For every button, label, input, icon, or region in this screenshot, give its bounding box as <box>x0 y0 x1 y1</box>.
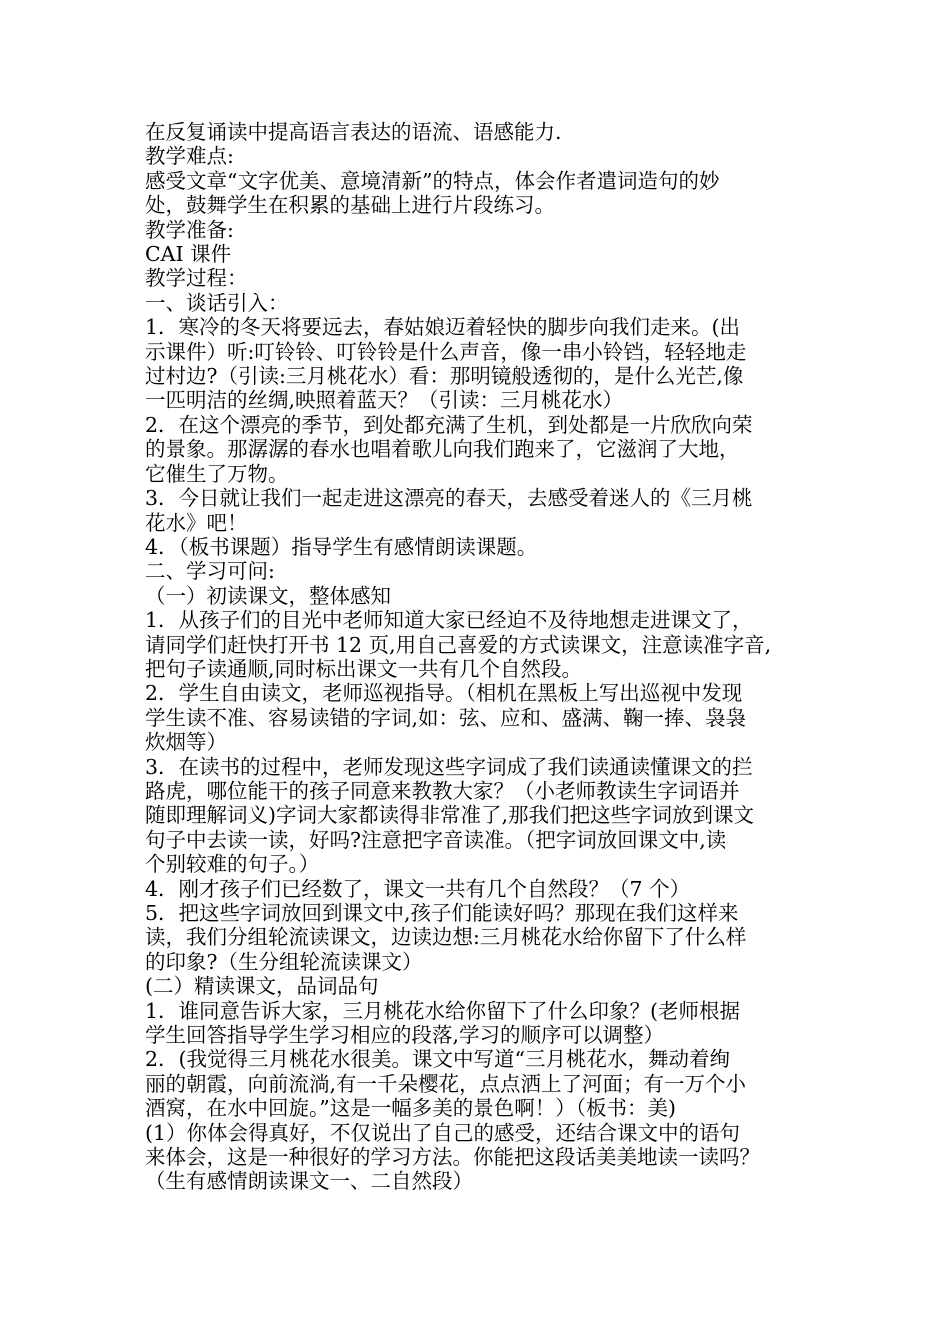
text-line: 4．刚才孩子们已经数了，课文一共有几个自然段？（7 个） <box>145 876 691 901</box>
text-line: 1．寒冷的冬天将要远去，春姑娘迈着轻快的脚步向我们走来。(出 <box>145 315 741 340</box>
text-line: 的景象。那潺潺的春水也唱着歌儿向我们跑来了，它滋润了大地， <box>145 437 740 462</box>
text-line: 教学难点: <box>145 144 234 169</box>
text-line: 3．今日就让我们一起走进这漂亮的春天，去感受着迷人的《三月桃 <box>145 486 753 511</box>
text-line: 2．(我觉得三月桃花水很美。课文中写道“三月桃花水，舞动着绚 <box>145 1047 731 1072</box>
text-line: （生有感情朗读课文一、二自然段） <box>145 1169 473 1194</box>
text-line: 来体会，这是一种很好的学习方法。你能把这段话美美地读一读吗？ <box>145 1145 760 1170</box>
text-line: 教学准备: <box>145 217 234 242</box>
text-line: 4．（板书课题）指导学生有感情朗读课题。 <box>145 534 538 559</box>
text-line: 示课件）听:叮铃铃、叮铃铃是什么声音，像一串小铃铛，轻轻地走 <box>145 339 747 364</box>
text-line: (二）精读课文，品词品句 <box>145 974 379 999</box>
text-line: 丽的朝霞，向前流淌,有一千朵樱花，点点洒上了河面；有一万个小 <box>145 1071 747 1096</box>
text-line: 句子中去读一读，好吗?注意把字音读准。（把字词放回课文中,读 <box>145 827 727 852</box>
text-line: 它催生了万物。 <box>145 461 289 486</box>
text-line: 处，鼓舞学生在积累的基础上进行片段练习。 <box>145 193 555 218</box>
text-line: 感受文章“文字优美、意境清新”的特点，体会作者遣词造句的妙 <box>145 168 720 193</box>
text-line: 学生回答指导学生学习相应的段落,学习的顺序可以调整） <box>145 1023 665 1048</box>
text-line: 请同学们赶快打开书 12 页,用自己喜爱的方式读课文，注意读准字音, <box>145 632 772 657</box>
text-line: 在反复诵读中提高语言表达的语流、语感能力. <box>145 120 562 144</box>
text-line: 2．在这个漂亮的季节，到处都充满了生机，到处都是一片欣欣向荣 <box>145 412 753 437</box>
text-line: 随即理解词义)字词大家都读得非常准了,那我们把这些字词放到课文 <box>145 803 755 828</box>
text-line: 炊烟等） <box>145 730 227 755</box>
text-line: 1．从孩子们的目光中老师知道大家已经迫不及待地想走进课文了， <box>145 608 753 633</box>
text-line: 花水》吧！ <box>145 510 248 535</box>
document-body <box>145 120 813 1194</box>
text-line: 2．学生自由读文，老师巡视指导。（相机在黑板上写出巡视中发现 <box>145 681 743 706</box>
text-line: 3．在读书的过程中，老师发现这些字词成了我们读通读懂课文的拦 <box>145 754 753 779</box>
text-line: (1）你体会得真好，不仅说出了自己的感受，还结合课文中的语句 <box>145 1120 741 1145</box>
text-line: CAI 课件 <box>145 242 232 267</box>
text-line: 学生读不准、容易读错的字词,如：弦、应和、盛满、鞠一捧、袅袅 <box>145 705 747 730</box>
text-line: 路虎，哪位能干的孩子同意来教教大家？（小老师教读生字词语并 <box>145 778 740 803</box>
text-line: 的印象?（生分组轮流读课文） <box>145 949 423 974</box>
text-line: 读，我们分组轮流读课文，边读边想:三月桃花水给你留下了什么样 <box>145 925 747 950</box>
text-line: 5．把这些字词放回到课文中,孩子们能读好吗？那现在我们这样来 <box>145 901 739 925</box>
text-line: 二、学习可问: <box>145 559 275 584</box>
text-line: 一、谈话引入： <box>145 290 289 315</box>
text-line: 一匹明洁的丝绸,映照着蓝天？（引读：三月桃花水） <box>145 388 624 413</box>
text-line: （一）初读课文，整体感知 <box>145 583 391 608</box>
text-line: 过村边?（引读:三月桃花水）看：那明镜般透彻的，是什么光芒,像 <box>145 364 744 389</box>
text-line: 1．谁同意告诉大家，三月桃花水给你留下了什么印象？(老师根据 <box>145 998 741 1023</box>
text-line: 教学过程： <box>145 266 248 291</box>
text-line: 个别较难的句子。） <box>145 852 320 877</box>
text-line: 把句子读通顺,同时标出课文一共有几个自然段。 <box>145 656 583 681</box>
text-line: 酒窝，在水中回旋。”这是一幅多美的景色啊！）（板书：美) <box>145 1096 676 1121</box>
